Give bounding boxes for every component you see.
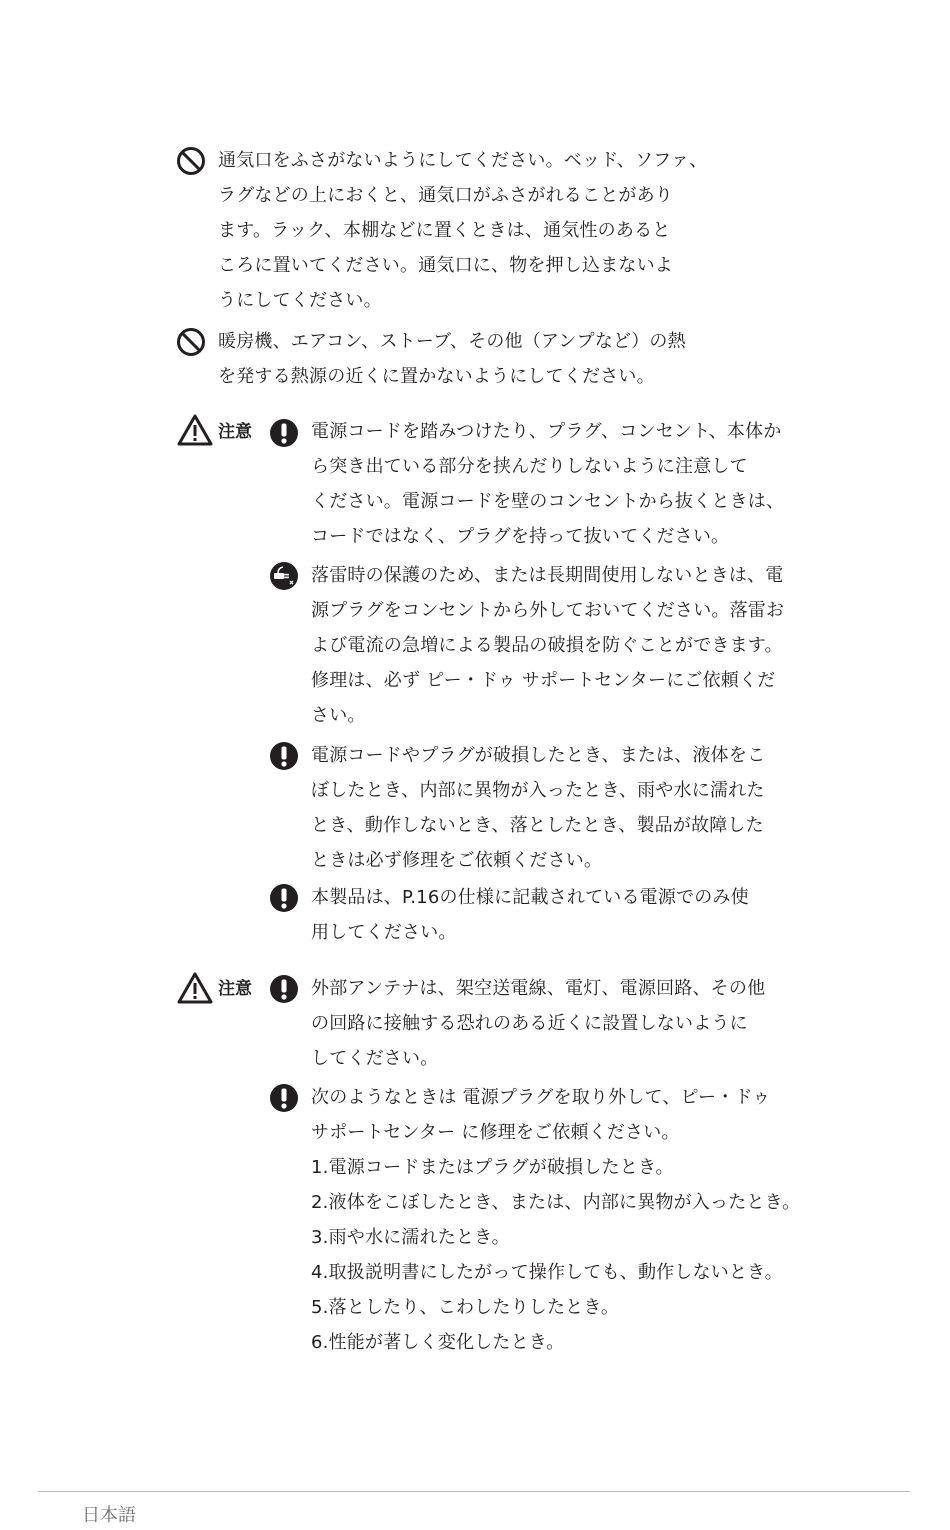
caution1-item2-line: 落雷時の保護のため、または長期間使用しないときは、電 (311, 565, 784, 586)
caution1-item1-line: コードではなく、プラグを持って抜いてください。 (311, 526, 730, 547)
caution1-item2-line: よび電流の急増による製品の破損を防ぐことができます。 (311, 635, 783, 656)
exclamation-icon (269, 1083, 299, 1113)
caution1-item3-line: 電源コードやプラグが破損したとき、または、液体をこ (311, 745, 766, 766)
block1-line: 通気口をふさがないようにしてください。ベッド、ソファ、 (218, 150, 708, 171)
caution1-item3-line: とき、動作しないとき、落としたとき、製品が故障した (311, 815, 764, 836)
caution1-item1-line: ください。電源コードを壁のコンセントから抜くときは、 (311, 491, 785, 512)
condition-list-item: 2.液体をこぼしたとき、または、内部に異物が入ったとき。 (311, 1192, 801, 1213)
condition-list-item: 5.落としたり、こわしたりしたとき。 (311, 1297, 620, 1318)
block1-line: ころに置いてください。通気口に、物を押し込まないよ (218, 255, 673, 276)
caution2-item2-line: 次のようなときは 電源プラグを取り外して、ピー・ドゥ (311, 1087, 771, 1108)
caution1-item2-line: 修理は、必ず ピー・ドゥ サポートセンターにご依頼くだ (311, 670, 776, 691)
footer-language-label: 日本語 (82, 1505, 136, 1526)
condition-list-item: 4.取扱説明書にしたがって操作しても、動作しないとき。 (311, 1262, 783, 1283)
prohibition-icon (176, 327, 206, 357)
block1-line: うにしてください。 (218, 290, 382, 311)
condition-list-item: 1.電源コードまたはプラグが破損したとき。 (311, 1157, 674, 1178)
caution2-item2-line: サポートセンター に修理をご依頼ください。 (311, 1122, 680, 1143)
caution1-item2-line: さい。 (311, 705, 366, 726)
caution1-item4-line: 用してください。 (311, 922, 457, 943)
caution1-item3-line: ぼしたとき、内部に異物が入ったとき、雨や水に濡れた (311, 780, 765, 801)
block2-line: を発する熱源の近くに置かないようにしてください。 (218, 366, 655, 387)
caution2-item1-line: の回路に接触する恐れのある近くに設置しないように (311, 1013, 748, 1034)
caution2-item1-line: 外部アンテナは、架空送電線、電灯、電源回路、その他 (311, 978, 766, 999)
caution1-item1-line: 電源コードを踏みつけたり、プラグ、コンセント、本体か (311, 421, 782, 442)
prohibition-icon (176, 146, 206, 176)
exclamation-icon (269, 974, 299, 1004)
warning-triangle-icon (177, 972, 213, 1004)
exclamation-icon (269, 883, 299, 913)
caution1-item4-line: 本製品は、P.16の仕様に記載されている電源でのみ使 (311, 887, 749, 908)
block1-line: ます。ラック、本棚などに置くときは、通気性のあると (218, 220, 671, 241)
caution2-item1-line: してください。 (311, 1048, 439, 1069)
unplug-icon (269, 561, 299, 591)
caution1-item3-line: ときは必ず修理をご依頼ください。 (311, 850, 603, 871)
exclamation-icon (269, 418, 299, 448)
caution1-item1-line: ら突き出ている部分を挟んだりしないように注意して (311, 456, 748, 477)
caution-label: 注意 (218, 979, 252, 999)
caution1-item2-line: 源プラグをコンセントから外しておいてください。落雷お (311, 600, 785, 621)
block1-line: ラグなどの上におくと、通気口がふさがれることがあり (218, 185, 673, 206)
caution-label: 注意 (218, 422, 252, 442)
condition-list-item: 3.雨や水に濡れたとき。 (311, 1227, 510, 1248)
condition-list-item: 6.性能が著しく変化したとき。 (311, 1332, 565, 1353)
block2-line: 暖房機、エアコン、ストーブ、その他（アンプなど）の熱 (218, 331, 686, 352)
warning-triangle-icon (177, 414, 213, 446)
exclamation-icon (269, 741, 299, 771)
footer-divider (38, 1491, 910, 1492)
